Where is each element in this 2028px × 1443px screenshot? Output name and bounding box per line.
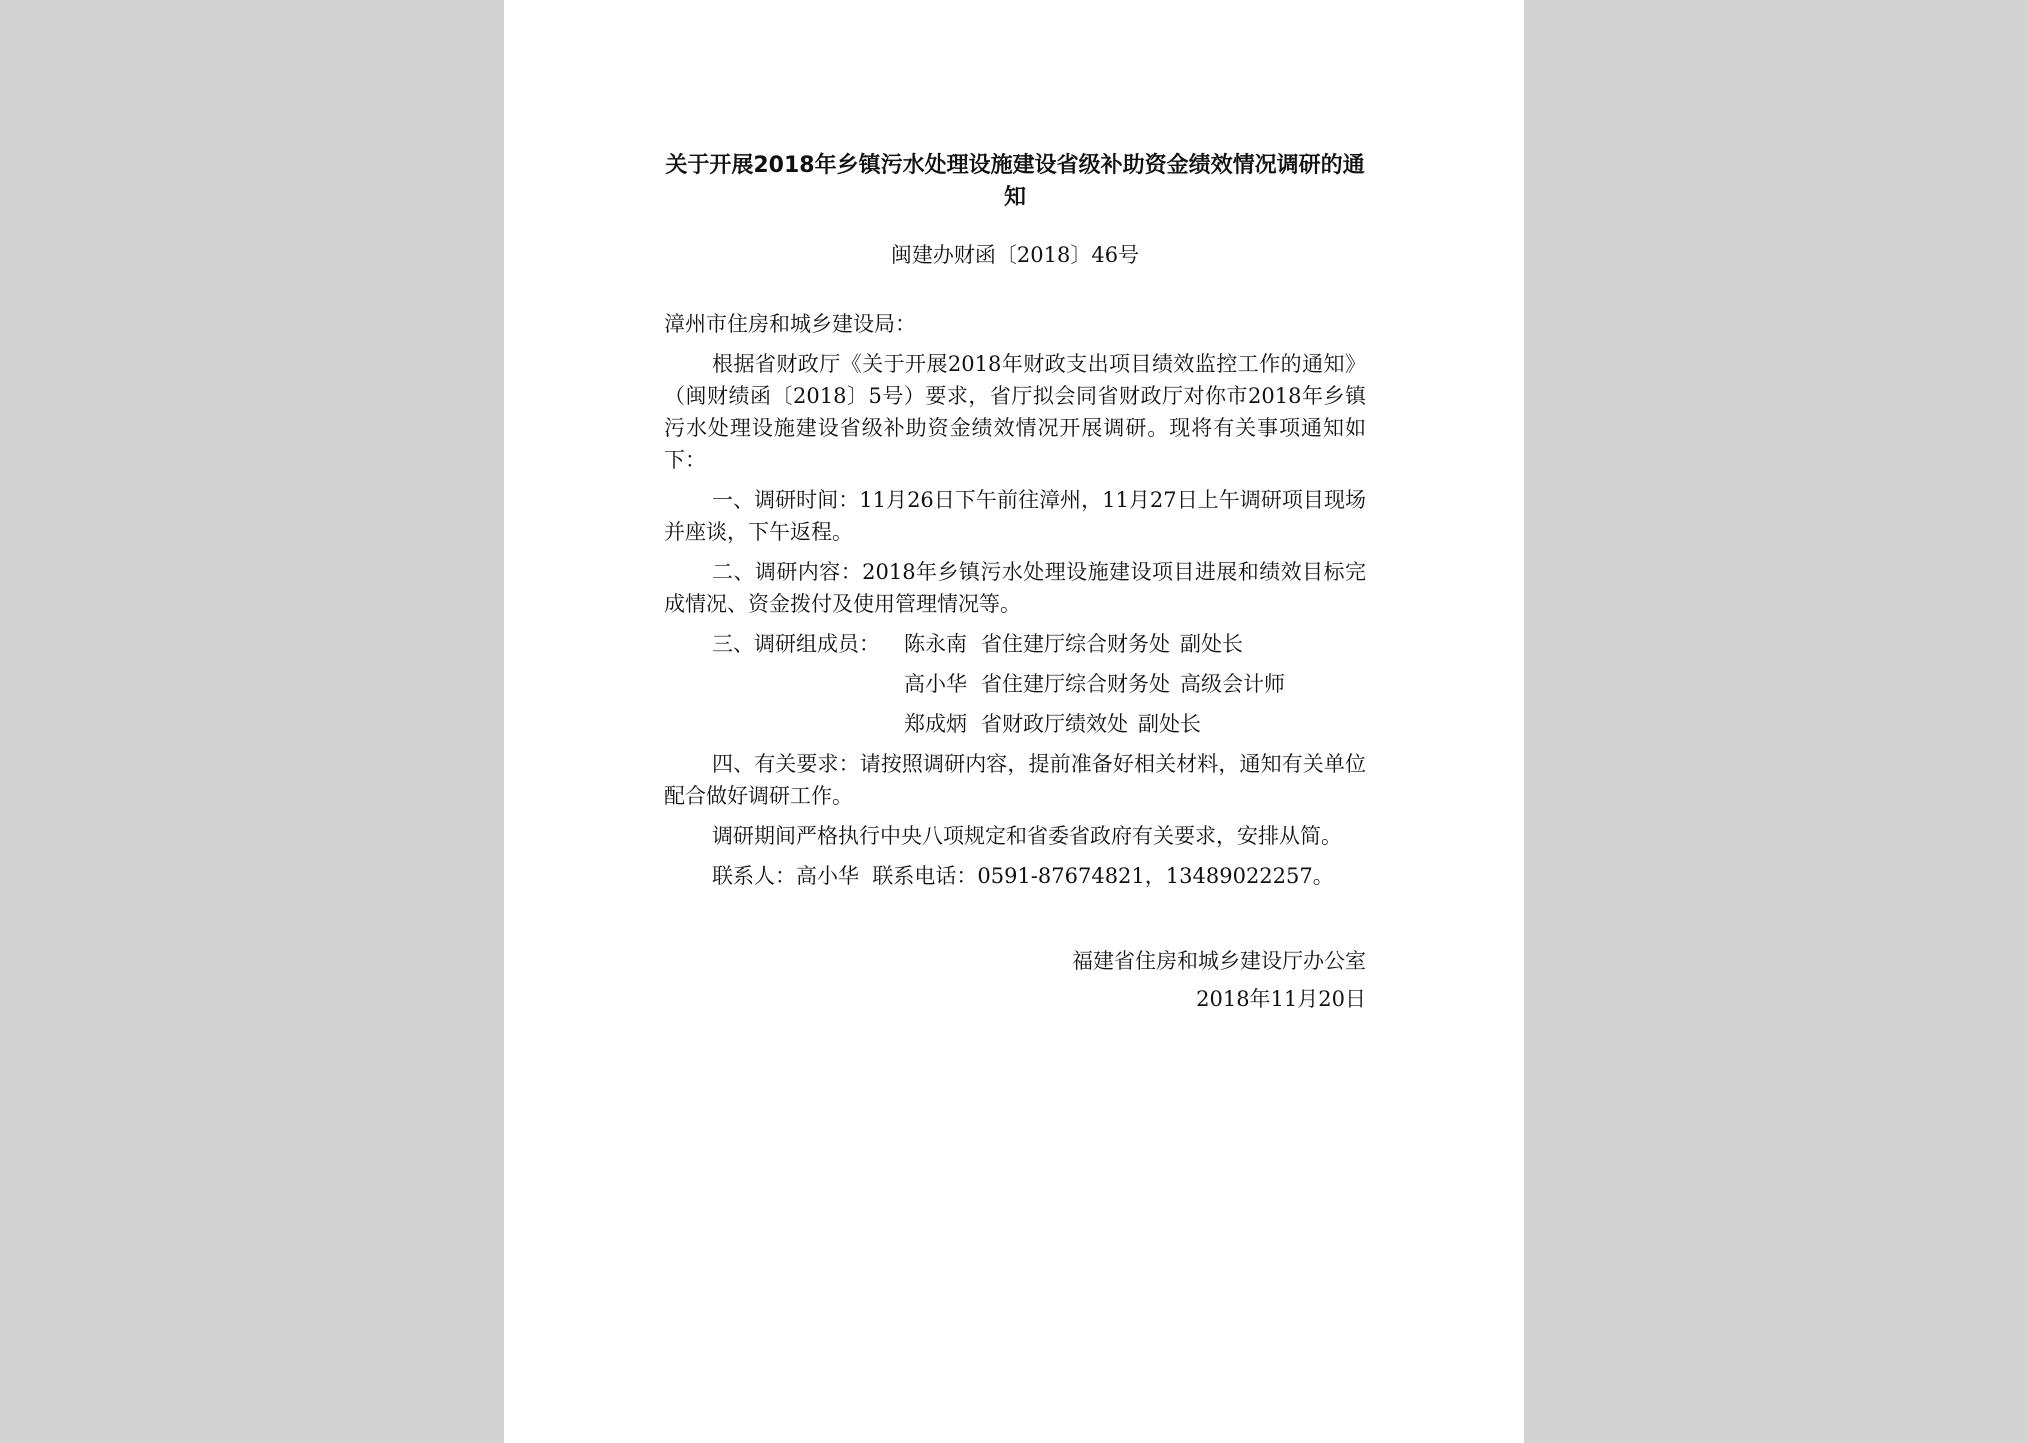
contact-paragraph: 联系人：高小华 联系电话：0591-87674821，13489022257。: [712, 864, 1334, 888]
member-name: 高小华: [904, 672, 967, 696]
member-title: 副处长: [1180, 632, 1243, 656]
member-row: [664, 668, 1366, 700]
member-dept: 省财政厅绩效处: [981, 712, 1128, 736]
document-title: 关于开展2018年乡镇污水处理设施建设省级补助资金绩效情况调研的通知: [665, 153, 1365, 210]
member-name: 郑成炳: [904, 712, 967, 736]
item-schedule: 一、调研时间：11月26日下午前往漳州，11月27日上午调研项目现场并座谈，下午返程。: [664, 488, 1366, 544]
member-title: 副处长: [1138, 712, 1201, 736]
member-title: 高级会计师: [1180, 672, 1285, 696]
issue-date: 2018年11月20日: [1196, 987, 1366, 1011]
member-dept: 省住建厅综合财务处: [981, 672, 1170, 696]
document-page: [504, 0, 1524, 1443]
item-requirements: 四、有关要求：请按照调研内容，提前准备好相关材料，通知有关单位配合做好调研工作。: [664, 752, 1366, 808]
member-dept: 省住建厅综合财务处: [981, 632, 1170, 656]
discipline-paragraph: 调研期间严格执行中央八项规定和省委省政府有关要求，安排从简。: [712, 824, 1342, 848]
intro-paragraph: 根据省财政厅《关于开展2018年财政支出项目绩效监控工作的通知》（闽财绩函〔2018〕5号）要求，省厅拟会同省财政厅对你市2018年乡镇污水处理设施建设省级补助资金绩效情况开展调研。现将有关事项通知如下：: [664, 352, 1366, 472]
signature-block: [664, 942, 1366, 1018]
item-members: [664, 628, 1366, 660]
document-content: [664, 150, 1366, 1018]
member-name: 陈永南: [904, 632, 967, 656]
member-row: [664, 708, 1366, 740]
salutation: 漳州市住房和城乡建设局：: [664, 312, 916, 336]
item-content: 二、调研内容：2018年乡镇污水处理设施建设项目进展和绩效目标完成情况、资金拨付及使用管理情况等。: [664, 560, 1366, 616]
issuer: 福建省住房和城乡建设厅办公室: [1072, 949, 1366, 973]
document-number: 闽建办财函〔2018〕46号: [890, 243, 1140, 267]
members-label: 三、调研组成员：: [712, 632, 880, 656]
